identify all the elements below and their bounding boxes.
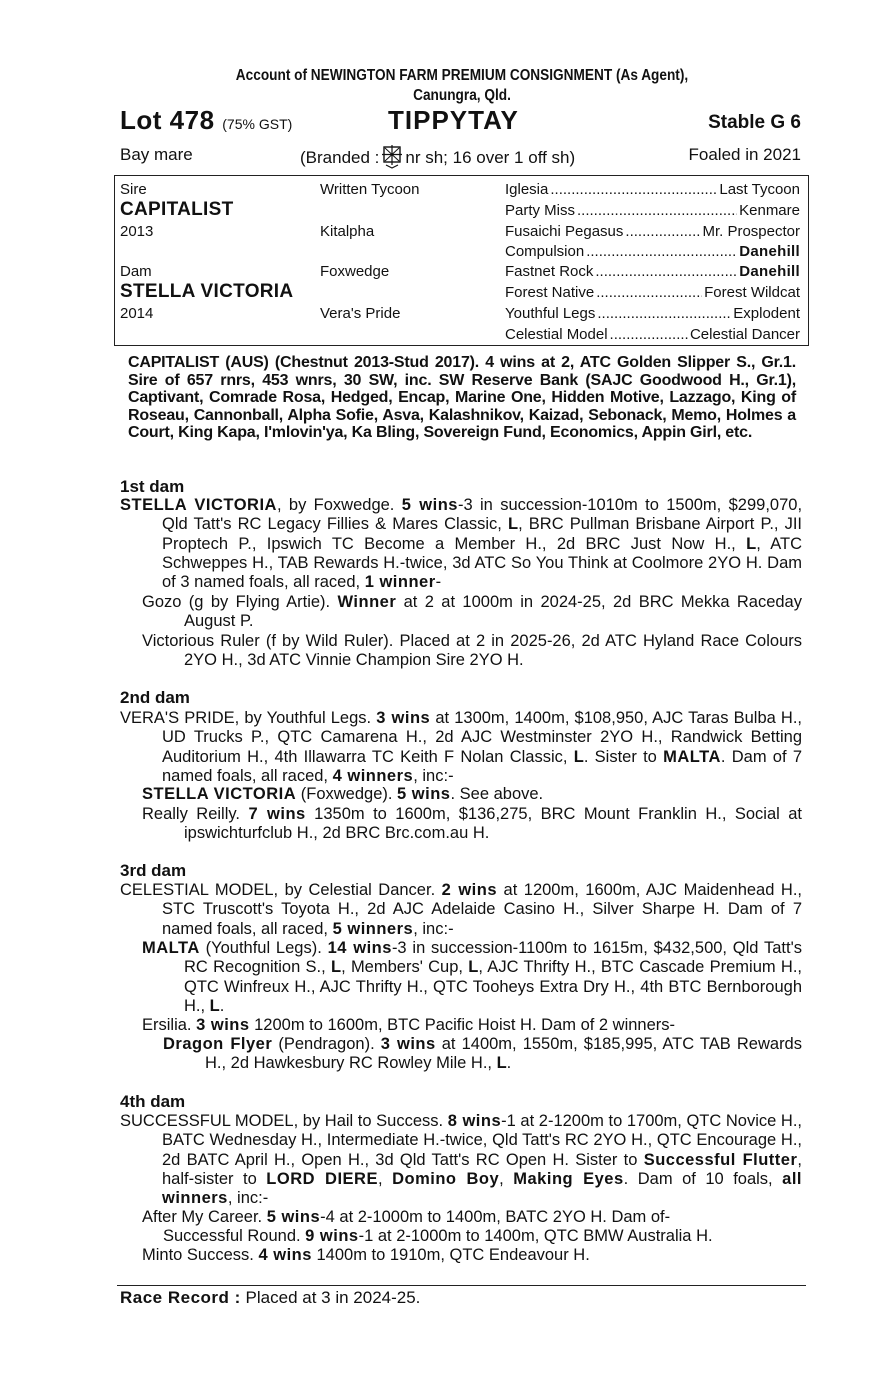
listed-mark: L xyxy=(746,534,757,553)
winners-count: 4 winners xyxy=(332,766,414,785)
wins-count: 8 wins xyxy=(447,1112,502,1130)
leader-dots xyxy=(596,284,702,302)
wins-count: 2 wins xyxy=(441,881,498,899)
text-run: -3 in succession-1100m to 1615m, $432,500, Qld Tatt's RC Recognition S., xyxy=(184,939,802,977)
text-run: , inc:- xyxy=(227,1189,269,1208)
text-run: (Foxwedge). xyxy=(296,785,398,803)
text-run: SUCCESSFUL MODEL, by Hail to Success. xyxy=(120,1112,448,1130)
progeny-entry xyxy=(142,1016,802,1035)
text-run: CELESTIAL MODEL, by Celestial Dancer. xyxy=(120,881,442,899)
pedigree-gen3-2 xyxy=(505,202,800,220)
dam-label: Dam xyxy=(120,263,152,280)
text-run: at 1300m, 1400m, $108,950, AJC Taras Bulba H., UD Trucks P., QTC Camarena H., 2d AJC Westminster 2YO H., Randwick Betting Auditorium H., 4th Illawarra TC Keith F Nolan Classic, xyxy=(162,709,803,766)
wins-count: 5 wins xyxy=(401,496,458,514)
horse-sex: Bay mare xyxy=(120,145,193,164)
pedigree-table xyxy=(114,175,809,346)
text-run: VERA'S PRIDE, by Youthful Legs. xyxy=(120,709,377,727)
listed-mark: L xyxy=(468,958,479,977)
progeny-entry xyxy=(142,939,802,1016)
text-run: -4 at 2-1000m to 1400m, BATC 2YO H. Dam of- xyxy=(320,1208,671,1226)
black-type-name: STELLA VICTORIA xyxy=(142,785,297,803)
progeny-entry xyxy=(163,1227,802,1246)
text-run: . Dam of 10 foals, xyxy=(623,1169,783,1188)
pedigree-gen3-name: Compulsion xyxy=(505,243,585,260)
brand-suffix: nr sh; 16 over 1 off sh) xyxy=(405,148,576,167)
fourth-dam-text xyxy=(120,1112,802,1208)
divider xyxy=(117,1285,806,1286)
pedigree-gen3-sire: Last Tycoon xyxy=(719,181,800,198)
leader-dots xyxy=(597,305,731,323)
pedigree-gen3-name: Forest Native xyxy=(505,284,595,301)
wins-count: Winner xyxy=(337,593,397,611)
pedigree-gen3-6 xyxy=(505,284,800,302)
text-run: - xyxy=(435,573,442,592)
text-run: (Youthful Legs). xyxy=(199,939,328,957)
wins-count: 3 wins xyxy=(196,1016,250,1034)
wins-count: 3 wins xyxy=(376,709,431,727)
winners-count: 5 winners xyxy=(332,919,414,938)
pedigree-gen3-3 xyxy=(505,223,800,241)
text-run: at 2 at 1000m in 2024-25, 2d BRC Mekka Raceday August P. xyxy=(184,593,802,631)
black-type-name: Dragon Flyer xyxy=(163,1035,273,1053)
brand-prefix: (Branded : xyxy=(300,148,380,167)
leader-dots xyxy=(577,202,737,220)
sire-name: CAPITALIST xyxy=(120,199,234,220)
race-record xyxy=(120,1288,420,1308)
pedigree-gen3-sire: Forest Wildcat xyxy=(704,284,800,301)
pedigree-gen3-7 xyxy=(505,305,800,323)
listed-mark: L xyxy=(209,996,220,1015)
account-line-1: Account of NEWINGTON FARM PREMIUM CONSIGNMENT (As Agent), xyxy=(235,67,689,84)
text-run: 1350m to 1600m, $136,275, BRC Mount Franklin H., Social at ipswichturfclub H., 2d BRC Brc.com.au H. xyxy=(184,805,802,843)
dam-year: 2014 xyxy=(120,305,154,322)
listed-mark: L xyxy=(330,958,342,977)
progeny-entry xyxy=(142,593,802,632)
horse-details xyxy=(120,143,804,167)
race-record-label: Race Record : xyxy=(120,1288,241,1307)
progeny-entry: Victorious Ruler (f by Wild Ruler). Placed at 2 in 2025-26, 2d ATC Hyland Race Colours 2YO H., 3d ATC Vinnie Champion Sire 2YO H. xyxy=(142,632,802,670)
black-type-name: LORD DIERE xyxy=(266,1169,378,1188)
first-dam-text xyxy=(120,496,802,592)
text-run: After My Career. xyxy=(142,1208,267,1226)
text-run: , xyxy=(499,1169,514,1188)
pedigree-gen3-name: Party Miss xyxy=(505,202,576,219)
text-run: Successful Round. xyxy=(163,1227,306,1245)
pedigree-gen3-sire: Explodent xyxy=(733,305,800,322)
stable-location: Stable G 6 xyxy=(708,112,801,133)
text-run: , xyxy=(377,1169,393,1188)
text-run: 1200m to 1600m, BTC Pacific Hoist H. Dam of 2 winners- xyxy=(249,1016,676,1034)
wins-count: 4 wins xyxy=(258,1246,312,1264)
wins-count: 9 wins xyxy=(305,1227,359,1245)
pedigree-gen2-2: Kitalpha xyxy=(320,223,375,240)
pedigree-gen3-name: Iglesia xyxy=(505,181,549,198)
text-run: -1 at 2-1200m to 1700m, QTC Novice H., BATC Wednesday H., Intermediate H.-twice, Qld Tatt's RC 2YO H., QTC Encourage H., 2d BATC April H., Open H., 3d Qld Tatt's RC Open H. Sister to xyxy=(162,1112,802,1169)
second-dam-heading: 2nd dam xyxy=(120,688,190,707)
progeny-entry xyxy=(142,1208,802,1227)
race-record-value: Placed at 3 in 2024-25. xyxy=(240,1288,421,1307)
wins-count: 5 wins xyxy=(397,785,451,803)
pedigree-gen3-sire: Danehill xyxy=(739,243,800,260)
pedigree-gen3-4 xyxy=(505,243,800,261)
text-run: , Members' Cup, xyxy=(341,958,469,977)
text-run: -1 at 2-1000m to 1400m, QTC BMW Australia H. xyxy=(358,1227,713,1245)
leader-dots xyxy=(625,223,700,241)
pedigree-gen3-name: Fusaichi Pegasus xyxy=(505,223,624,240)
first-dam-name: STELLA VICTORIA xyxy=(120,496,277,514)
text-run: . See above. xyxy=(450,785,544,803)
pedigree-gen3-name: Youthful Legs xyxy=(505,305,596,322)
leader-dots xyxy=(610,326,688,344)
progeny-entry xyxy=(142,1246,802,1265)
wins-count: 5 wins xyxy=(266,1208,321,1226)
text-run: , inc:- xyxy=(413,919,454,938)
account-line-2: Canungra, Qld. xyxy=(413,87,511,104)
black-type-name: Domino Boy xyxy=(392,1169,500,1188)
text-run: , ATC Schweppes H., TAB Rewards H.-twice, 3d ATC So You Think at Coolmore 2YO H. Dam of 3 named foals, all raced, xyxy=(162,534,802,592)
pedigree-gen2-1: Written Tycoon xyxy=(320,181,420,198)
text-run: 1400m to 1910m, QTC Endeavour H. xyxy=(311,1246,590,1264)
gst-note: (75% GST) xyxy=(222,116,293,132)
text-run: , AJC Thrifty H., BTC Cascade Premium H., QTC Winfreux H., AJC Thrifty H., QTC Tooheys Extra Dry H., 4th BTC Bernborough H., xyxy=(184,958,802,1015)
progeny-entry xyxy=(142,785,802,804)
listed-mark: L xyxy=(573,747,584,766)
pedigree-gen2-4: Vera's Pride xyxy=(320,305,401,322)
third-dam-text xyxy=(120,881,802,939)
lot-label: Lot 478 xyxy=(120,105,215,135)
lot-number xyxy=(120,105,292,136)
leader-dots xyxy=(595,263,737,281)
text-run: . xyxy=(506,1054,512,1073)
pedigree-gen3-1 xyxy=(505,181,800,199)
winners-count: 1 winner xyxy=(364,573,436,592)
winners-count: all winners xyxy=(162,1169,803,1208)
text-run: , half-sister to xyxy=(162,1150,802,1188)
text-run: , BRC Pullman Brisbane Airport P., JII Proptech P., Ipswich TC Become a Member H., 2d BRC Just Now H., xyxy=(162,515,803,553)
pedigree-gen2-3: Foxwedge xyxy=(320,263,390,280)
pedigree-gen3-sire: Mr. Prospector xyxy=(702,223,800,240)
fourth-dam-heading: 4th dam xyxy=(120,1092,186,1111)
pedigree-gen3-sire: Celestial Dancer xyxy=(689,326,800,343)
text-run: (Pendragon). xyxy=(272,1035,381,1053)
text-run: Gozo (g by Flying Artie). xyxy=(142,593,338,611)
leader-dots xyxy=(550,181,717,199)
listed-mark: L xyxy=(496,1054,507,1073)
brand-description xyxy=(300,145,575,169)
pedigree-gen3-8 xyxy=(505,326,800,344)
brand-mark-icon xyxy=(381,145,403,169)
black-type-name: Successful Flutter xyxy=(643,1150,798,1169)
text-run: at 1400m, 1550m, $185,995, ATC TAB Rewards H., 2d Hawkesbury RC Rowley Mile H., xyxy=(205,1035,802,1073)
text-run: at 1200m, 1600m, AJC Maidenhead H., STC Truscott's Toyota H., 2d AJC Adelaide Casino H., Silver Sharpe H. Dam of 7 named foals, all raced, xyxy=(162,881,802,938)
text-run: Ersilia. xyxy=(142,1016,197,1034)
text-run: . Sister to xyxy=(583,747,664,766)
pedigree-gen3-sire: Danehill xyxy=(739,263,800,280)
text-run: Minto Success. xyxy=(142,1246,259,1264)
second-dam-text xyxy=(120,709,802,786)
horse-name: TIPPYTAY xyxy=(388,105,519,135)
text-run: , by Foxwedge. xyxy=(276,496,402,514)
wins-count: 3 wins xyxy=(380,1035,436,1053)
first-dam-heading: 1st dam xyxy=(120,477,185,496)
text-run: . Dam of 7 named foals, all raced, xyxy=(162,747,802,785)
vendor-account xyxy=(161,66,763,106)
lot-header xyxy=(120,104,804,138)
third-dam-heading: 3rd dam xyxy=(120,861,187,880)
sire-summary: CAPITALIST (AUS) (Chestnut 2013-Stud 2017). 4 wins at 2, ATC Golden Slipper S., Gr.1. Sire of 657 rnrs, 453 wnrs, 30 SW, inc. SW Reserve Bank (SAJC Goodwood H., Gr.1), Captivant, Comrade Rosa, Hedged, Encap, Marine One, Hidden Motive, Lazzago, King of Roseau, Cannonball, Alpha Sofie, Asva, Kalashnikov, Kaizad, Sebonack, Memo, Holmes a Court, King Kapa, I'mlovin'ya, Ka Bling, Sovereign Fund, Economics, Appin Girl, etc. xyxy=(128,354,796,441)
sire-label: Sire xyxy=(120,181,147,198)
wins-count: 7 wins xyxy=(248,805,306,823)
progeny-entry xyxy=(163,1035,802,1074)
pedigree-gen3-name: Celestial Model xyxy=(505,326,608,343)
leader-dots xyxy=(586,243,737,261)
pedigree-gen3-5 xyxy=(505,263,800,281)
pedigree-gen3-name: Fastnet Rock xyxy=(505,263,594,280)
foaled-year: Foaled in 2021 xyxy=(688,145,801,164)
pedigree-gen3-sire: Kenmare xyxy=(739,202,800,219)
black-type-name: MALTA xyxy=(663,747,721,766)
wins-count: 14 wins xyxy=(327,939,392,957)
sire-year: 2013 xyxy=(120,223,154,240)
black-type-name: MALTA xyxy=(142,939,200,957)
listed-mark: L xyxy=(508,515,519,534)
dam-name: STELLA VICTORIA xyxy=(120,281,294,302)
text-run: Really Reilly. xyxy=(142,805,249,823)
progeny-entry xyxy=(142,805,802,844)
text-run: . xyxy=(219,996,225,1015)
text-run: , inc:- xyxy=(413,766,454,785)
black-type-name: Making Eyes xyxy=(513,1169,624,1188)
text-run: -3 in succession-1010m to 1500m, $299,070, Qld Tatt's RC Legacy Fillies & Mares Classic, xyxy=(162,496,803,534)
